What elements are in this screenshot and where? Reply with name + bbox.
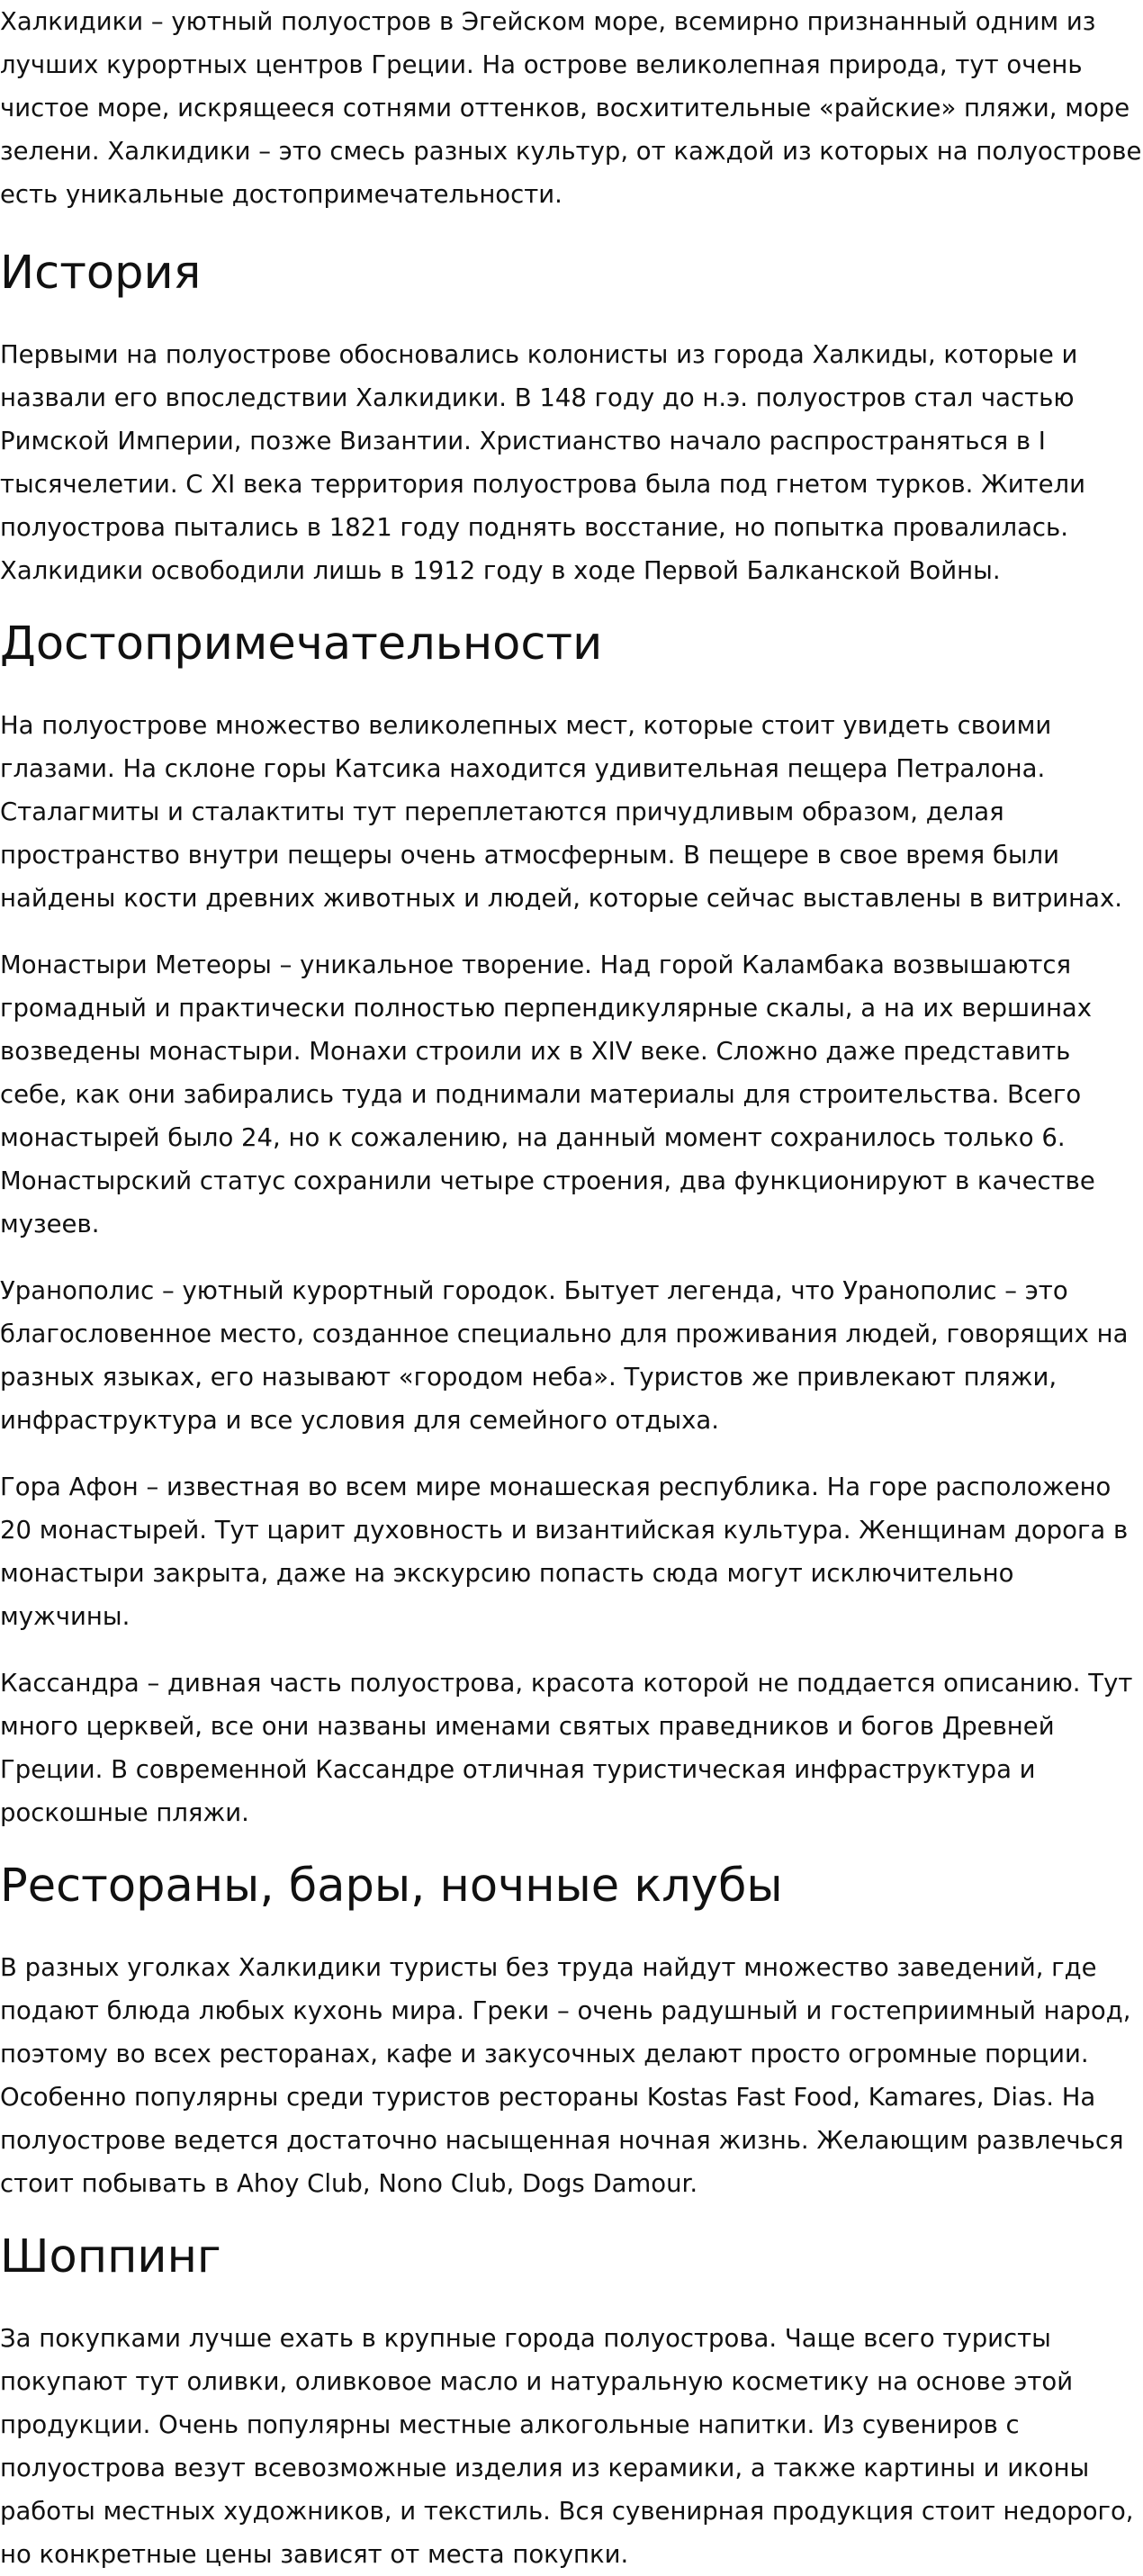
sights-paragraph-ouranoupoli: Уранополис – уютный курортный городок. Бытует легенда, что Уранополис – это благословенное место, созданное специально для проживания людей, говорящих на разных языках, его называют «городом неба». Туристов же привлекают пляжи, инфраструктура и все условия для семейного отдыха. <box>0 1276 1129 1435</box>
sights-heading: Достопримечательности <box>0 617 603 671</box>
sights-paragraph-kassandra: Кассандра – дивная часть полуострова, красота которой не поддается описанию. Тут много церквей, все они названы именами святых праведников и богов Древней Греции. В современной Кассандре отличная туристическая инфраструктура и роскошные пляжи. <box>0 1669 1133 1827</box>
restaurants-heading: Рестораны, бары, ночные клубы <box>0 1860 783 1913</box>
sights-paragraph-meteora: Монастыри Метеоры – уникальное творение. Над горой Каламбака возвышаются громадный и практически полностью перпендикулярные скалы, а на их вершинах возведены монастыри. Монахи строили их в XIV веке. Сложно даже представить себе, как они забирались туда и поднимали материалы для строительства. Всего монастырей было 24, но к сожалению, на данный момент сохранилось только 6. Монастырский статус сохранили четыре строения, два функционируют в качестве музеев. <box>0 950 1095 1238</box>
restaurants-paragraph: В разных уголках Халкидики туристы без труда найдут множество заведений, где подают блюда любых кухонь мира. Греки – очень радушный и гостеприимный народ, поэтому во всех ресторанах, кафе и закусочных делают просто огромные порции. Особенно популярны среди туристов рестораны Kostas Fast Food, Kamares, Dias. На полуострове ведется достаточно насыщенная ночная жизнь. Желающим развлечься стоит побывать в Ahoy Club, Nono Club, Dogs Damour. <box>0 1953 1131 2198</box>
shopping-paragraph: За покупками лучше ехать в крупные города полуострова. Чаще всего туристы покупают тут оливки, оливковое масло и натуральную косметику на основе этой продукции. Очень популярны местные алкогольные напитки. Из сувениров с полуострова везут всевозможные изделия из керамики, а также картины и иконы работы местных художников, и текстиль. Вся сувенирная продукция стоит недорого, но конкретные цены зависят от места покупки. <box>0 2324 1134 2569</box>
sights-paragraph-petralona: На полуострове множество великолепных мест, которые стоит увидеть своими глазами. На склоне горы Катсика находится удивительная пещера Петралона. Сталагмиты и сталактиты тут переплетаются причудливым образом, делая пространство внутри пещеры очень атмосферным. В пещере в свое время были найдены кости древних животных и людей, которые сейчас выставлены в витринах. <box>0 711 1123 913</box>
intro-paragraph: Халкидики – уютный полуостров в Эгейском море, всемирно признанный одним из лучших курортных центров Греции. На острове великолепная природа, тут очень чистое море, искрящееся сотнями оттенков, восхитительные «райские» пляжи, море зелени. Халкидики – это смесь разных культур, от каждой из которых на полуострове есть уникальные достопримечательности. <box>0 7 1142 209</box>
shopping-heading: Шоппинг <box>0 2230 221 2283</box>
history-heading: История <box>0 247 202 300</box>
history-paragraph: Первыми на полуострове обосновались колонисты из города Халкиды, которые и назвали его впоследствии Халкидики. В 148 году до н.э. полуостров стал частью Римской Империи, позже Византии. Христианство начало распространяться в I тысячелетии. С XI века территория полуострова была под гнетом турков. Жители полуострова пытались в 1821 году поднять восстание, но попытка провалилась. Халкидики освободили лишь в 1912 году в ходе Первой Балканской Войны. <box>0 340 1085 585</box>
sights-paragraph-athos: Гора Афон – известная во всем мире монашеская республика. На горе расположено 20 монастырей. Тут царит духовность и византийская культура. Женщинам дорога в монастыри закрыта, даже на экскурсию попасть сюда могут исключительно мужчины. <box>0 1473 1129 1631</box>
